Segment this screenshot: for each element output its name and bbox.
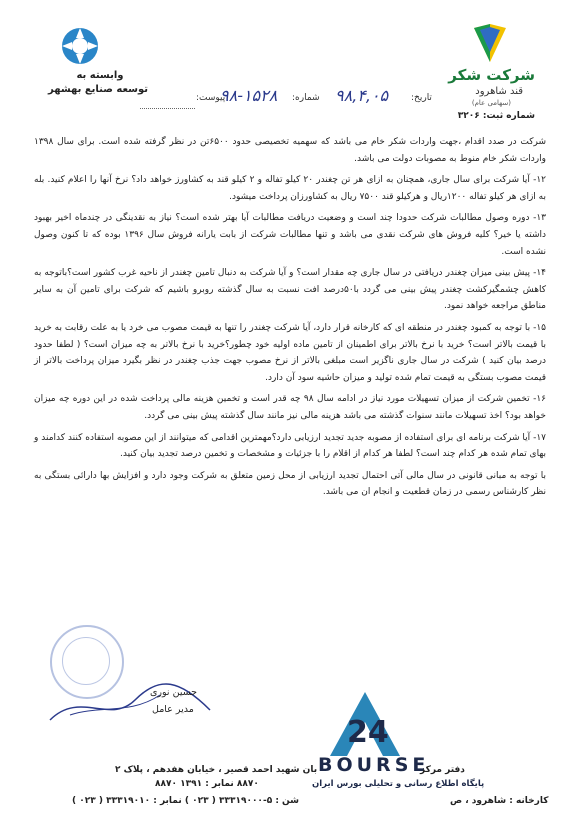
factory-phone: شن : ۵-۳۳۳۱۹۰۰۰ ( ۰۲۳ ) نمابر : ۳۳۳۱۹۰۱۰ ( ۰۲۳ )	[72, 796, 300, 806]
date-value: ۹۸,۴,۰۵	[335, 86, 389, 105]
affiliation-line-2: توسعه صنایع بهشهر	[48, 84, 148, 95]
number-value: ۹۸-۱۵۲۸	[220, 86, 278, 105]
paragraph: ۱۳- دوره وصول مطالبات شرکت حدودا چند است و وضعیت دریافت مطالبات آیا بهتر شده است؟ نیاز به نقدینگی در چندماه اخیر بهبود داشته یا خیر؟ کلیه فروش های شرکت نقدی می باشد و تنها مطالبات شرکت از بابت یارانه فروش سال ۱۳۹۶ بوده که تا کنون وصول نشده است.	[34, 213, 546, 257]
bourse-subtitle: پایگاه اطلاع رسانی و تحلیلی بورس ایران	[312, 779, 485, 789]
office-prefix: دفتر مرکز	[420, 765, 465, 775]
registration-number: شماره ثبت: ۳۲۰۶	[457, 111, 535, 121]
paragraph: ۱۶- تخمین شرکت از میزان تسهیلات مورد نیاز در ادامه سال ۹۸ چه قدر است و تخمین هزینه مالی پرداخت شده در این دوره چه میزان خواهد بود؟ اخذ تسهیلات مانند سنوات گذشته می باشد هزینه مالی نیز مانند سال گذشته پیش بینی می گردد.	[34, 394, 546, 421]
office-fax: ۸۸۷۰ نمابر : ۱۳۹۱ ۸۸۷۰	[155, 779, 259, 789]
paragraph: شرکت در صدد اقدام ،جهت واردات شکر خام می باشد که سهمیه تخصیصی حدود ۶۵۰۰تن در نظر گرفته شده است. برای سال ۱۳۹۸ واردات شکر خام منوط به مصوبات دولت می باشد.	[34, 137, 546, 164]
date-label: تاریخ:	[411, 93, 432, 103]
attachment-dotline	[140, 107, 195, 109]
paragraph: با توجه به مبانی قانونی در سال مالی آتی احتمال تجدید ارزیابی از محل زمین متعلق به شرکت وجود دارد و افزایش بها دارائی بستگی به نظر کارشناس رسمی در زمان قطعیت و انجام ان می باشد.	[34, 470, 546, 498]
svg-text:24: 24	[347, 715, 389, 750]
number-label: شماره:	[292, 93, 320, 103]
paragraph: ۱۵- با توجه به کمبود چغندر در منطقه ای که کارخانه قرار دارد، آیا شرکت چغندر را تنها به قیمت مصوب می خرد یا به علت رقابت به خرید با قیمت بالاتر است؟ خرید با نرخ بالاتر برای اطمینان از تامین ماده اولیه خود چطور؟خرید با نرخ بالاتر به چه میزان است؟ ( لطفا حدود درصد بیان کنید ) شرکت در سال جاری ناگزیر است مبلغی بالاتر از نرخ مصوب جهت جذب چغندر در نظر بگیرد میزان پرداخت بالاتر از قیمت مصوب بستگی به قیمت تمام شده تولید و میزان حاشیه سود آن دارد.	[34, 322, 546, 383]
office-address: بان شهید احمد قصیر ، خیابان هفدهم ، پلاک ۲	[115, 765, 318, 775]
signature-scribble-icon	[40, 670, 220, 730]
factory-label: کارخانه : شاهرود ، ص	[450, 796, 549, 806]
sugar-company-logo-icon	[470, 22, 510, 66]
paragraph: ۱۲- آیا شرکت برای سال جاری، همچنان به ازای هر تن چغندر ۲۰ کیلو تفاله و ۲ کیلو قند به کشاورز خواهد داد؟ نرخ آنها را اعلام کنید. بله به ازای هر کیلو تفاله ۱۲۰۰ریال و هرکیلو قند ۷۵۰۰ ریال به کشاورزان پرداخت میشود.	[34, 175, 546, 202]
letter-body	[34, 134, 546, 506]
bourse-wordmark: BOURSE	[318, 754, 430, 776]
affiliation-line-1: وابسته به	[76, 70, 124, 81]
bourse-logo-icon	[325, 688, 405, 758]
company-subtitle: قند شاهرود	[475, 86, 523, 97]
attachment-label: پیوست:	[196, 93, 226, 103]
signatory-name: حسین نوری	[150, 687, 198, 698]
behshahr-logo-icon	[60, 26, 100, 66]
paragraph: ۱۷- آیا شرکت برنامه ای برای استفاده از مصوبه جدید تجدید ارزیابی دارد؟مهمترین اقدامی که میتوانند از این مصوبه استفاده کنند کدامند و بهای تمام شده هر کدام چند است؟ لطفا هر کدام از اقلام را با جزئیات و مشخصات و تخمین درصد تجدید بیان کنید.	[34, 432, 546, 460]
company-name: شرکت شکر	[448, 66, 535, 84]
paragraph: ۱۴- پیش بینی میزان چغندر دریافتی در سال جاری چه مقدار است؟ و آیا شرکت به دنبال تامین چغندر از ناحیه غرب کشور است؟باتوجه به کاهش چشمگیرکشت چغندر پیش بینی می گردد با۵۰درصد افت نسبت به سال گذشته روبرو باشیم که شرکت برای تامین آن به سایر مناطق مراجعه خواهد نمود.	[34, 268, 547, 312]
signatory-title: مدیر عامل	[152, 704, 194, 715]
company-type: (سهامی عام)	[471, 99, 511, 107]
